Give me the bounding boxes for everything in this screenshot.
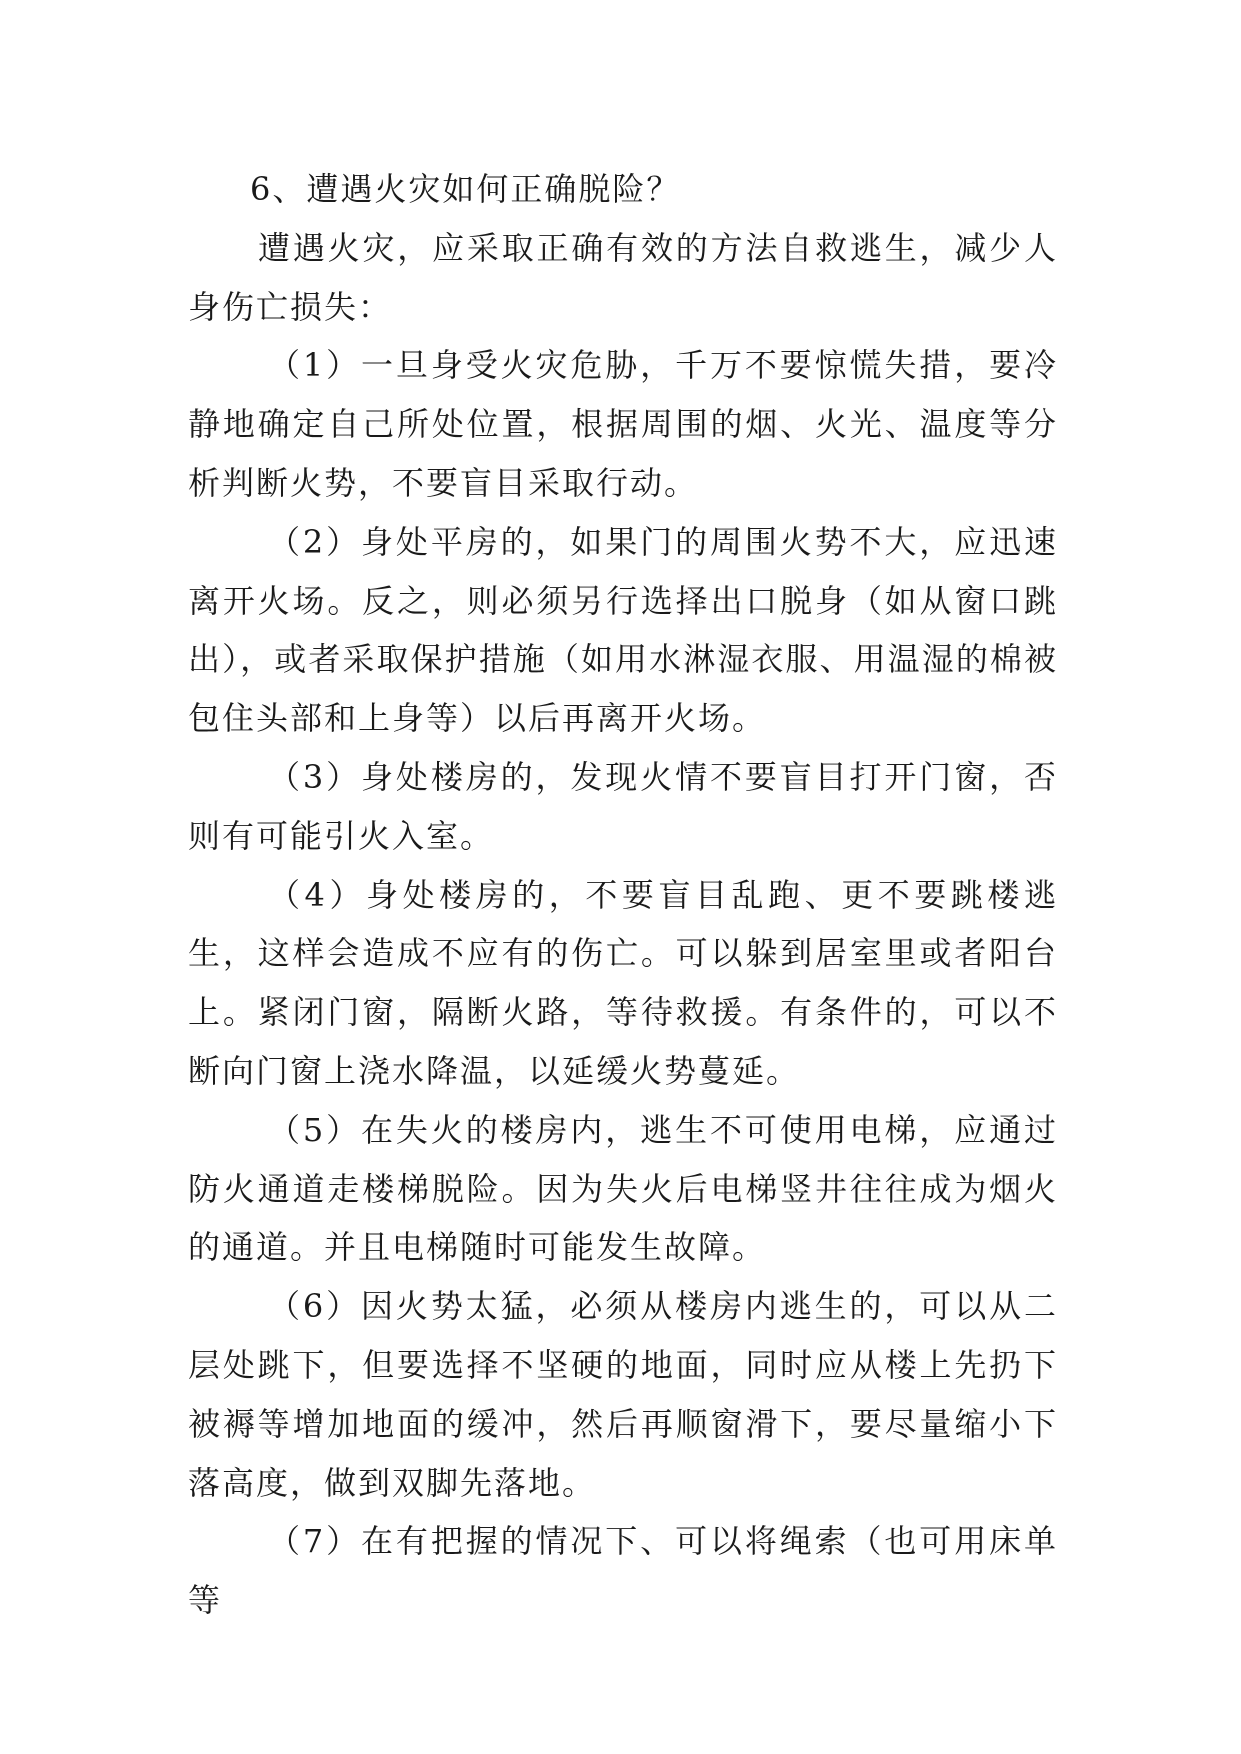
list-item: （3）身处楼房的，发现火情不要盲目打开门窗，否则有可能引火入室。 — [188, 757, 1058, 855]
list-item: （7）在有把握的情况下、可以将绳索（也可用床单等 — [188, 1522, 1058, 1620]
intro-paragraph: 遭遇火灾，应采取正确有效的方法自救逃生，减少人身伤亡损失： — [188, 228, 1058, 326]
list-item: （1）一旦身受火灾危胁，千万不要惊慌失措，要冷静地确定自己所处位置，根据周围的烟、火光、温度等分析判断火势，不要盲目采取行动。 — [188, 346, 1058, 502]
list-item: （2）身处平房的，如果门的周围火势不大，应迅速离开火场。反之，则必须另行选择出口脱身（如从窗口跳出），或者采取保护措施（如用水淋湿衣服、用温湿的棉被包住头部和上身等）以后再离开火场。 — [188, 522, 1058, 738]
list-item: （5）在失火的楼房内，逃生不可使用电梯，应通过防火通道走楼梯脱险。因为失火后电梯竖井往往成为烟火的通道。并且电梯随时可能发生故障。 — [188, 1110, 1058, 1267]
list-item: （4）身处楼房的，不要盲目乱跑、更不要跳楼逃生，这样会造成不应有的伤亡。可以躲到居室里或者阳台上。紧闭门窗，隔断火路，等待救援。有条件的，可以不断向门窗上浇水降温，以延缓火势蔓延。 — [188, 875, 1058, 1090]
list-item: （6）因火势太猛，必须从楼房内逃生的，可以从二层处跳下，但要选择不坚硬的地面，同时应从楼上先扔下被褥等增加地面的缓冲，然后再顺窗滑下，要尽量缩小下落高度，做到双脚先落地。 — [188, 1287, 1058, 1502]
section-heading: 6、遭遇火灾如何正确脱险？ — [250, 170, 681, 208]
document-body — [188, 160, 1058, 1630]
